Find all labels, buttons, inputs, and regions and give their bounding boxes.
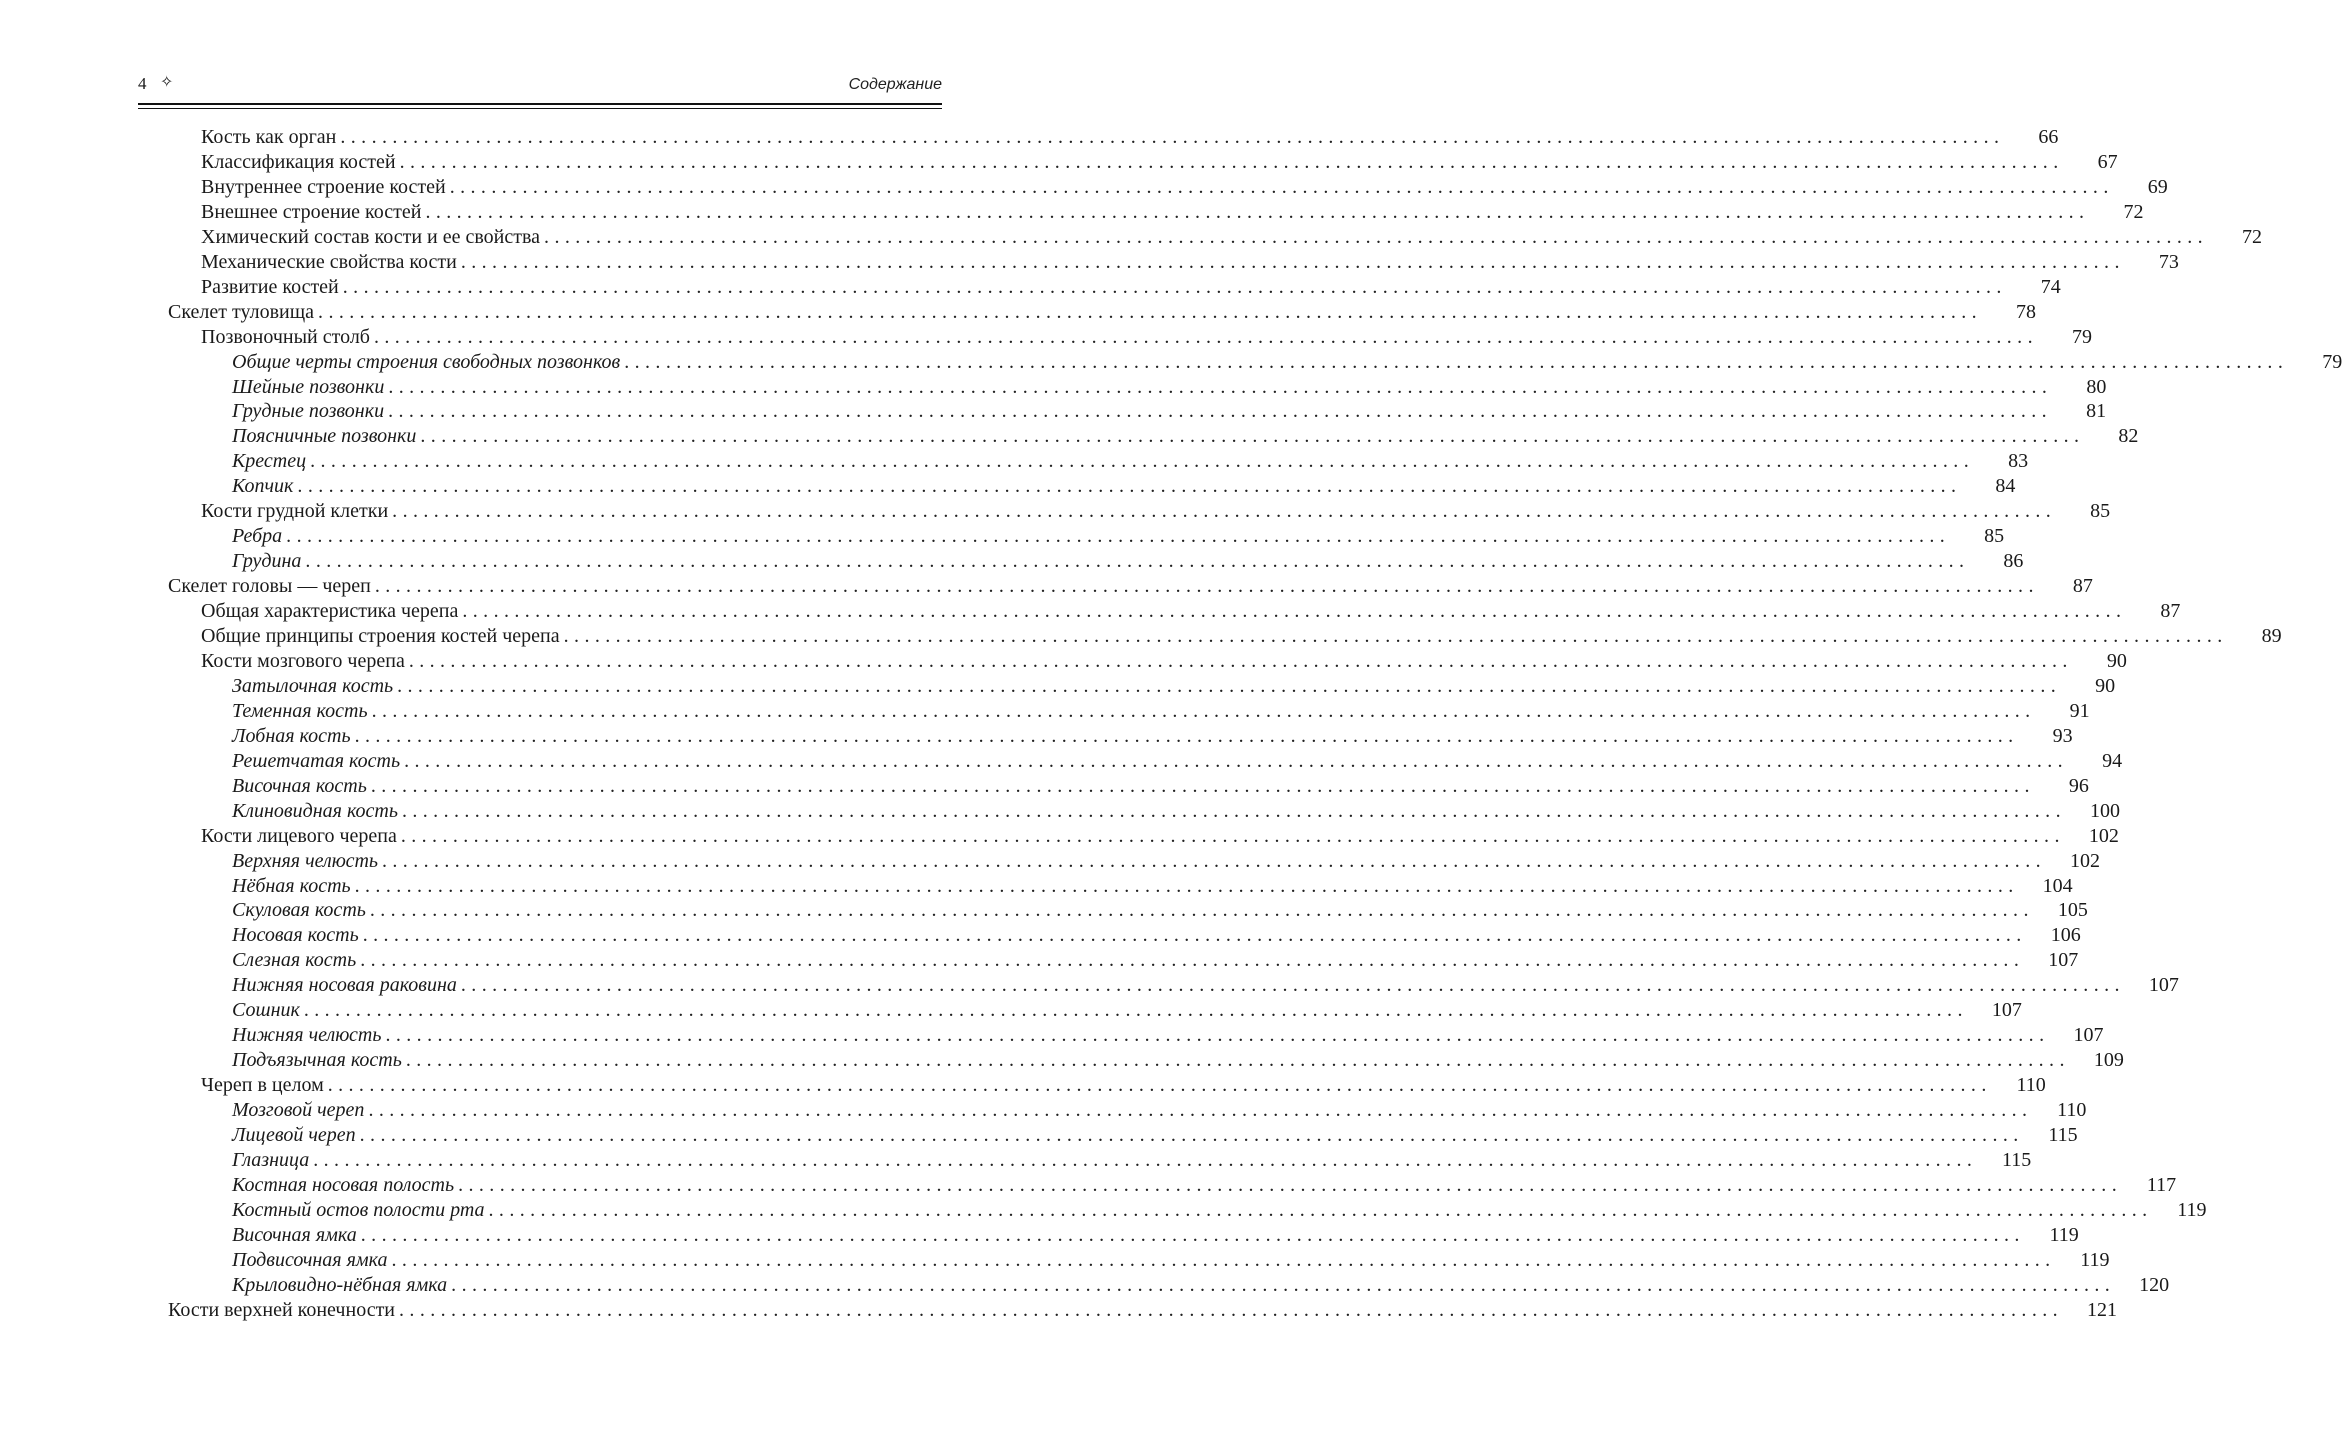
dot-leader: ................................................................................................................................................................ [371, 699, 2036, 722]
toc-entry-title: Скуловая кость [232, 899, 366, 922]
dot-leader: ................................................................................................................................................................ [313, 1148, 1978, 1171]
toc-entry[interactable] [232, 549, 2024, 574]
toc-entry[interactable] [232, 998, 2022, 1023]
toc-entry-page: 94 [2102, 749, 2123, 772]
toc-entry-page: 119 [2049, 1223, 2079, 1246]
toc-entry[interactable] [201, 1073, 2046, 1098]
toc-entry[interactable] [201, 225, 2263, 250]
toc-entry[interactable] [232, 898, 2088, 923]
toc-entry-page: 107 [1991, 999, 2022, 1022]
toc-entry-page: 85 [1984, 525, 2005, 548]
toc-entry-title: Верхняя челюсть [232, 849, 378, 872]
dot-leader: ................................................................................................................................................................ [408, 649, 2073, 672]
toc-entry-page: 104 [2042, 874, 2073, 897]
toc-entry[interactable] [232, 1223, 2079, 1248]
toc-entry-title: Химический состав кости и ее свойства [201, 225, 541, 248]
toc-entry-page: 72 [2123, 200, 2144, 223]
page-number: 4 [138, 74, 147, 93]
toc-entry[interactable] [232, 1173, 2177, 1198]
toc-entry-title: Крестец [232, 450, 307, 473]
header-rule-thick [138, 103, 942, 105]
toc-entry-page: 121 [2087, 1298, 2118, 1321]
toc-entry-title: Механические свойства кости [201, 250, 457, 273]
toc-entry-title: Внутреннее строение костей [201, 175, 446, 198]
toc-entry[interactable] [232, 1098, 2087, 1123]
toc-entry-page: 110 [2016, 1074, 2046, 1097]
dot-leader: ................................................................................................................................................................ [399, 150, 2064, 173]
toc-entry-title: Подъязычная кость [232, 1049, 402, 1072]
toc-entry[interactable] [232, 1048, 2124, 1073]
toc-entry-page: 110 [2057, 1099, 2087, 1122]
toc-entry-title: Носовая кость [232, 924, 359, 947]
dot-leader: ................................................................................................................................................................ [303, 999, 1968, 1022]
toc-entry[interactable] [232, 699, 2090, 724]
toc-entry[interactable] [232, 749, 2123, 774]
toc-entry-title: Шейные позвонки [232, 375, 385, 398]
dot-leader: ................................................................................................................................................................ [359, 1124, 2024, 1146]
toc-entry-title: Сошник [232, 999, 300, 1022]
toc-entry-page: 74 [2040, 275, 2061, 298]
dot-leader: ................................................................................................................................................................ [342, 275, 2007, 298]
toc-entry-page: 107 [2073, 1024, 2104, 1047]
toc-entry-title: Грудные позвонки [232, 400, 385, 423]
toc-entry[interactable] [232, 923, 2081, 948]
toc-entry[interactable] [232, 774, 2089, 799]
toc-entry[interactable] [232, 524, 2005, 549]
dot-leader: ................................................................................................................................................................ [382, 849, 2046, 872]
header-rule-thin [138, 108, 942, 109]
toc-entry-title: Грудина [232, 550, 302, 573]
toc-entry[interactable] [168, 1298, 2118, 1323]
toc-entry-page: 79 [2071, 325, 2092, 348]
dot-leader: ................................................................................................................................................................ [360, 1223, 2025, 1246]
toc-entry[interactable] [232, 799, 2120, 824]
dot-leader: ................................................................................................................................................................ [462, 600, 2127, 623]
toc-entry-title: Слезная кость [232, 949, 357, 972]
toc-entry-title: Общие принципы строения костей черепа [201, 625, 560, 647]
toc-entry-page: 119 [2177, 1198, 2207, 1221]
dot-leader: ................................................................................................................................................................ [425, 200, 2090, 223]
toc-entry-page: 90 [2095, 674, 2116, 697]
dot-leader: ................................................................................................................................................................ [360, 949, 2025, 972]
toc-entry[interactable] [232, 674, 2116, 699]
toc-entry-page: 86 [2003, 550, 2024, 573]
dot-leader: ................................................................................................................................................................ [354, 724, 2019, 747]
dot-leader: ................................................................................................................................................................ [420, 425, 2085, 448]
toc-entry-page: 87 [2160, 600, 2181, 623]
toc-entry-title: Череп в целом [201, 1074, 324, 1097]
toc-entry-title: Внешнее строение костей [201, 200, 422, 223]
toc-entry[interactable] [232, 424, 2139, 449]
toc-entry-page: 82 [2118, 425, 2139, 448]
toc-entry-page: 100 [2089, 799, 2120, 822]
toc-entry-page: 87 [2072, 575, 2093, 598]
toc-entry[interactable] [232, 1273, 2170, 1298]
dot-leader: ................................................................................................................................................................ [449, 175, 2114, 198]
dot-leader: ................................................................................................................................................................ [327, 1074, 1992, 1097]
dot-leader: ................................................................................................................................................................ [373, 325, 2038, 348]
toc-entry[interactable] [232, 973, 2179, 998]
toc-entry-page: 85 [2090, 500, 2111, 523]
toc-entry-title: Затылочная кость [232, 674, 394, 697]
dot-leader: ................................................................................................................................................................ [340, 126, 2005, 148]
dot-leader: ................................................................................................................................................................ [399, 1298, 2064, 1321]
toc-entry-page: 83 [2008, 450, 2029, 473]
dot-leader: ................................................................................................................................................................ [369, 899, 2034, 922]
toc-entry-title: Лицевой череп [232, 1124, 356, 1146]
dot-leader: ................................................................................................................................................................ [563, 625, 2228, 647]
toc-entry-title: Височная кость [232, 774, 367, 797]
toc-entry-title: Решетчатая кость [232, 749, 401, 772]
toc-entry[interactable] [232, 849, 2100, 874]
toc-entry[interactable] [201, 125, 2059, 150]
toc-entry[interactable] [232, 948, 2079, 973]
dot-leader: ................................................................................................................................................................ [310, 450, 1975, 473]
toc-entry-title: Общие черты строения свободных позвонков [232, 350, 621, 373]
dot-leader: ................................................................................................................................................................ [391, 1248, 2056, 1271]
toc-entry-title: Костная носовая полость [232, 1173, 455, 1196]
toc-entry[interactable] [201, 824, 2119, 849]
toc-entry[interactable] [201, 325, 2092, 350]
toc-entry-page: 69 [2147, 175, 2168, 198]
running-header [138, 70, 942, 100]
dot-leader: ................................................................................................................................................................ [362, 924, 2027, 947]
toc-entry-page: 106 [2050, 924, 2081, 947]
toc-entry[interactable] [201, 649, 2127, 674]
dot-leader: ................................................................................................................................................................ [374, 575, 2039, 598]
ornament-icon: ✧ [160, 72, 174, 91]
toc-entry[interactable] [201, 250, 2179, 275]
toc-entry-title: Теменная кость [232, 699, 368, 722]
toc-entry[interactable] [201, 200, 2144, 225]
toc-entry-page: 67 [2097, 150, 2118, 173]
toc-entry-page: 117 [2146, 1173, 2177, 1196]
toc-entry-page: 105 [2057, 899, 2088, 922]
toc-entry[interactable] [232, 1123, 2078, 1148]
toc-entry-title: Глазница [232, 1148, 310, 1171]
toc-entry[interactable] [201, 624, 2282, 649]
dot-leader: ................................................................................................................................................................ [460, 250, 2125, 273]
toc-entry-page: 102 [2088, 824, 2119, 847]
toc-entry-page: 78 [2016, 300, 2037, 323]
toc-entry[interactable] [232, 1023, 2104, 1048]
dot-leader: ................................................................................................................................................................ [405, 1049, 2070, 1072]
dot-leader: ................................................................................................................................................................ [388, 375, 2053, 398]
toc-entry-title: Крыловидно-нёбная ямка [232, 1273, 448, 1296]
running-title: Содержание [848, 76, 942, 93]
toc-entry-page: 96 [2068, 774, 2089, 797]
toc-entry-title: Кости грудной клетки [201, 500, 389, 523]
toc-entry-page: 109 [2093, 1049, 2124, 1072]
toc-entry-title: Кости лицевого черепа [201, 824, 397, 847]
toc-entry-page: 90 [2106, 649, 2127, 672]
toc-entry-page: 93 [2052, 724, 2073, 747]
toc-entry-title: Копчик [232, 475, 294, 498]
toc-entry[interactable] [201, 275, 2061, 300]
toc-entry-page: 107 [2148, 974, 2179, 997]
toc-entry-title: Нёбная кость [232, 874, 351, 897]
toc-entry-title: Мозговой череп [232, 1099, 365, 1122]
toc-entry-page: 80 [2086, 375, 2107, 398]
toc-entry-title: Ребра [232, 525, 283, 548]
toc-entry-title: Нижняя челюсть [232, 1024, 382, 1047]
toc-entry-title: Позвоночный столб [201, 325, 370, 348]
dot-leader: ................................................................................................................................................................ [297, 475, 1962, 498]
dot-leader: ................................................................................................................................................................ [401, 799, 2066, 822]
toc-entry[interactable] [232, 1248, 2110, 1273]
toc-entry-page: 107 [2048, 949, 2079, 972]
toc-entry-page: 73 [2158, 250, 2179, 273]
dot-leader: ................................................................................................................................................................ [385, 1024, 2050, 1047]
dot-leader: ................................................................................................................................................................ [544, 225, 2209, 248]
toc-entry[interactable] [232, 449, 2029, 474]
toc-entry-title: Развитие костей [201, 275, 339, 298]
dot-leader: ................................................................................................................................................................ [397, 674, 2062, 697]
toc-entry-title: Кость как орган [201, 126, 337, 148]
toc-entry-page: 115 [2001, 1148, 2032, 1171]
toc-entry-title: Кости верхней конечности [168, 1298, 396, 1321]
toc-entry-page: 81 [2086, 400, 2107, 423]
toc-entry[interactable] [168, 300, 2037, 325]
toc-entry-page: 91 [2069, 699, 2090, 722]
toc-entry-title: Скелет туловища [168, 300, 315, 323]
toc-entry-title: Общая характеристика черепа [201, 600, 459, 623]
toc-entry[interactable] [201, 499, 2111, 524]
toc-entry[interactable] [201, 599, 2181, 624]
dot-leader: ................................................................................................................................................................ [388, 400, 2053, 423]
toc-entry[interactable] [168, 574, 2093, 599]
toc-entry[interactable] [232, 375, 2107, 400]
toc-entry-title: Клиновидная кость [232, 799, 398, 822]
toc-entry-title: Классификация костей [201, 150, 396, 173]
toc-entry-page: 102 [2070, 849, 2100, 872]
dot-leader: ................................................................................................................................................................ [318, 300, 1983, 323]
toc-entry[interactable] [232, 724, 2073, 749]
toc-entry-page: 115 [2048, 1124, 2078, 1146]
dot-leader: ................................................................................................................................................................ [400, 824, 2065, 847]
toc-entry-title: Поясничные позвонки [232, 425, 417, 448]
toc-entry-title: Подвисочная ямка [232, 1248, 388, 1271]
toc-entry[interactable] [201, 150, 2118, 175]
dot-leader: ................................................................................................................................................................ [458, 1173, 2123, 1196]
toc-entry[interactable] [232, 1148, 2032, 1173]
toc-entry-page: 84 [1995, 475, 2016, 498]
toc-entry[interactable] [201, 175, 2168, 200]
dot-leader: ................................................................................................................................................................ [354, 874, 2019, 897]
toc-entry[interactable] [232, 874, 2073, 899]
toc-entry[interactable] [232, 1198, 2207, 1223]
dot-leader: ................................................................................................................................................................ [370, 774, 2035, 797]
toc-entry-page: 89 [2261, 625, 2282, 647]
toc-entry-page: 79 [2322, 350, 2342, 373]
toc-entry-page: 119 [2080, 1248, 2110, 1271]
dot-leader: ................................................................................................................................................................ [305, 550, 1970, 573]
toc-entry-title: Скелет головы — череп [168, 575, 371, 598]
toc-entry-title: Нижняя носовая раковина [232, 974, 457, 997]
toc-entry[interactable] [232, 474, 2016, 499]
toc-entry-title: Костный остов полости рта [232, 1198, 485, 1221]
dot-leader: ................................................................................................................................................................ [451, 1273, 2116, 1296]
toc-entry-title: Височная ямка [232, 1223, 357, 1246]
dot-leader: ................................................................................................................................................................ [404, 749, 2069, 772]
toc-entry-title: Кости мозгового черепа [201, 649, 405, 672]
dot-leader: ................................................................................................................................................................ [368, 1099, 2033, 1122]
toc-entry-page: 120 [2139, 1273, 2170, 1296]
dot-leader: ................................................................................................................................................................ [392, 500, 2057, 523]
dot-leader: ................................................................................................................................................................ [488, 1198, 2153, 1221]
dot-leader: ................................................................................................................................................................ [624, 350, 2289, 373]
toc-entry-title: Лобная кость [232, 724, 351, 747]
dot-leader: ................................................................................................................................................................ [460, 974, 2125, 997]
toc-entry-page: 72 [2242, 225, 2263, 248]
toc-entry-page: 66 [2038, 126, 2059, 148]
toc-entry[interactable] [232, 350, 2342, 375]
dot-leader: ................................................................................................................................................................ [286, 525, 1951, 548]
toc-entry[interactable] [232, 399, 2107, 424]
